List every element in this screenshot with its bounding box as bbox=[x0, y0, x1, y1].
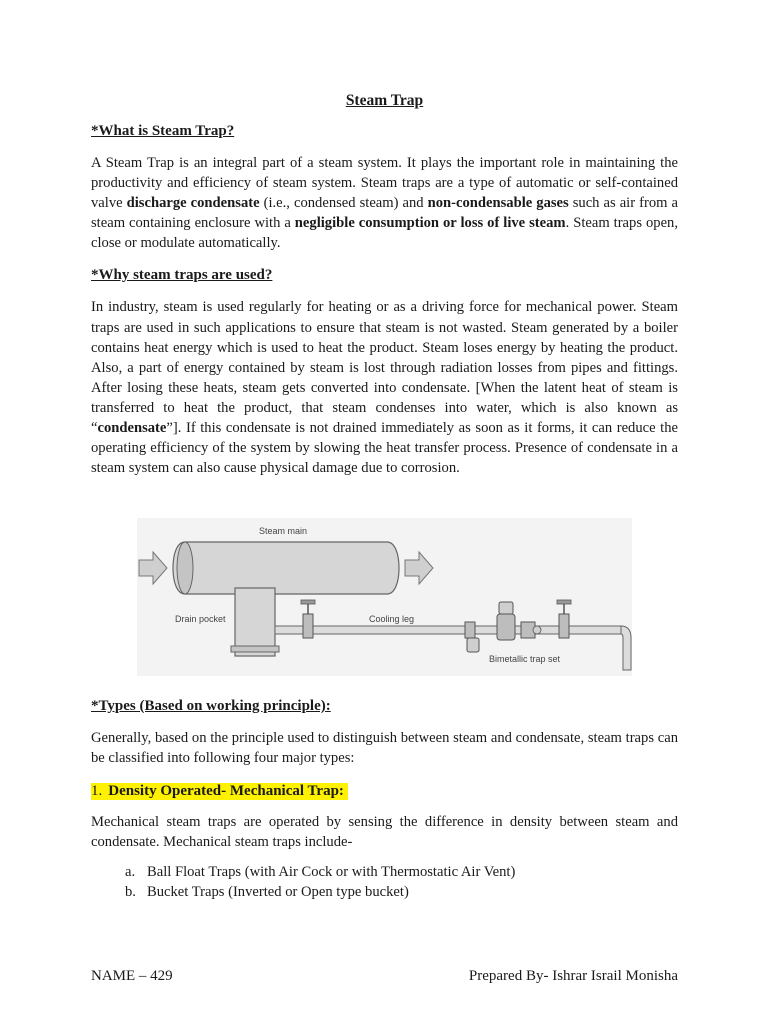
text-run: . Steam traps open, close or modulate automatically. bbox=[91, 215, 678, 252]
diagram-svg bbox=[137, 518, 632, 676]
page-footer bbox=[91, 968, 678, 985]
bold-run: negligible consumption or loss of live steam bbox=[294, 215, 566, 232]
text-run: (i.e., condensed steam) and bbox=[259, 195, 428, 212]
paragraph-type1: Mechanical steam traps are operated by sensing the difference in density between steam and condensate. Mechanical steam traps include- bbox=[91, 814, 678, 851]
footer-left: NAME – 429 bbox=[91, 968, 173, 984]
label-steam-main: Steam main bbox=[259, 526, 308, 536]
section-heading-types: *Types (Based on working principle): bbox=[91, 698, 331, 714]
paragraph-why bbox=[91, 297, 678, 478]
label-trap-set: Bimetallic trap set bbox=[489, 654, 561, 664]
text-run: ”]. If this condensate is not drained immediately as soon as it forms, it can reduce the operating efficiency of the system by slowing the heat transfer process. Presence of condensate in a steam system can also cause physical damage due to corrosion. bbox=[91, 420, 678, 477]
paragraph-types: Generally, based on the principle used to distinguish between steam and condensate, steam traps can be classified into following four major types: bbox=[91, 730, 678, 767]
label-drain-pocket: Drain pocket bbox=[175, 614, 226, 624]
flow-arrow-left bbox=[139, 552, 167, 584]
type1-heading-row bbox=[91, 782, 678, 800]
text-run: A Steam Trap is an integral part of a steam system. It plays the important role in maintaining the productivity and efficiency of steam system. Steam traps are a type of automatic or self-contained valve bbox=[91, 155, 678, 212]
document-body-lower bbox=[91, 698, 678, 902]
label-cooling-leg: Cooling leg bbox=[369, 614, 415, 624]
list-marker: b. bbox=[125, 884, 136, 901]
list-item bbox=[125, 882, 678, 902]
list-item bbox=[125, 862, 678, 882]
list-marker: a. bbox=[125, 864, 136, 881]
footer-right: Prepared By- Ishrar Israil Monisha bbox=[468, 968, 678, 984]
list-text: Bucket Traps (Inverted or Open type bucket) bbox=[147, 884, 409, 901]
isolation-valve-2 bbox=[557, 600, 571, 638]
type1-number: 1. bbox=[91, 783, 103, 800]
flow-arrow-right bbox=[405, 552, 433, 584]
document-body bbox=[91, 92, 678, 492]
bold-run: condensate bbox=[97, 420, 167, 437]
page-title: Steam Trap bbox=[345, 92, 424, 109]
bold-run: non-condensable gases bbox=[427, 195, 569, 212]
isolation-valve-1 bbox=[301, 600, 315, 638]
bold-run: discharge condensate bbox=[126, 195, 260, 212]
section-heading-why: *Why steam traps are used? bbox=[91, 267, 273, 284]
type1-title: Density Operated- Mechanical Trap: bbox=[108, 783, 344, 800]
trap-list bbox=[125, 862, 678, 902]
paragraph-what bbox=[91, 153, 678, 253]
steam-trap-diagram bbox=[137, 518, 632, 676]
steam-main-pipe bbox=[173, 542, 399, 594]
outlet-pipe bbox=[621, 626, 631, 670]
list-text: Ball Float Traps (with Air Cock or with Thermostatic Air Vent) bbox=[147, 864, 516, 881]
text-run: such as air from a steam containing enclosure with a bbox=[91, 195, 678, 232]
section-heading-what: *What is Steam Trap? bbox=[91, 123, 235, 139]
text-run: In industry, steam is used regularly for heating or as a driving force for mechanical power. Steam traps are used in such applications to ensure that steam is not wasted. Steam generated by a boiler contains heat energy which is used to heat the product. Steam loses energy by heating the product. Also, a part of energy contained by steam is lost through radiation losses from pipes and fittings. After losing these heats, steam gets converted into condensate. [When the latent heat of steam is transferred to heat the product, that steam condenses into water, which is also known as “ bbox=[91, 299, 678, 437]
type1-highlight bbox=[91, 783, 348, 800]
